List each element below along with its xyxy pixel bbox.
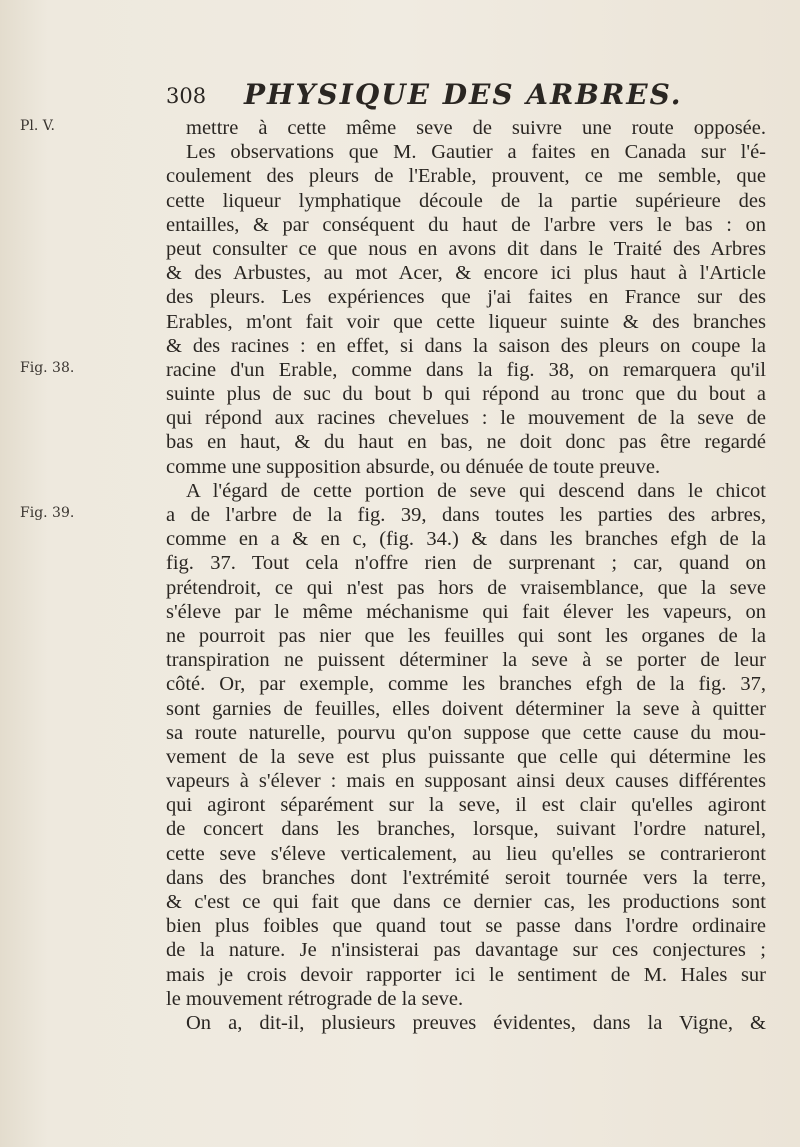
text-line: vapeurs à s'élever : mais en supposant ainsi deux causes différentes	[166, 770, 766, 793]
page-header	[166, 78, 766, 118]
page-number: 308	[166, 84, 207, 108]
text-line: sont garnies de feuilles, elles doivent déterminer la seve à quitter	[166, 697, 766, 720]
text-line: comme une supposition absurde, ou dénuée de toute preuve.	[166, 455, 661, 478]
text-line: & c'est ce qui fait que dans ce dernier cas, les productions sont	[166, 891, 766, 913]
text-line: de concert dans les branches, lorsque, suivant l'ordre naturel,	[166, 818, 766, 841]
margin-note-fig-39: Fig. 39.	[20, 505, 75, 521]
text-line: vement de la seve est plus puissante que celle qui détermine les	[166, 745, 766, 768]
text-line: des pleurs. Les expériences que j'ai faites en France sur des	[166, 286, 766, 309]
text-line: suinte plus de suc du bout b qui répond au tronc que du bout a	[166, 383, 766, 406]
running-title: PHYSIQUE DES ARBRES.	[244, 78, 683, 111]
text-line: prétendroit, ce qui n'est pas hors de vraisemblance, que la seve	[166, 576, 766, 599]
text-line: mettre à cette même seve de suivre une route opposée.	[186, 117, 766, 139]
text-line: bas en haut, & du haut en bas, ne doit donc pas être regardé	[166, 431, 766, 454]
text-line: ne pourroit pas nier que les feuilles qui sont les organes de la	[166, 624, 766, 647]
text-line: dans des branches dont l'extrémité seroit tournée vers la terre,	[166, 866, 766, 889]
text-line: transpiration ne puissent déterminer la seve à se porter de leur	[166, 649, 766, 672]
text-line: le mouvement rétrograde de la seve.	[166, 987, 464, 1010]
text-line: On a, dit-il, plusieurs preuves évidentes, dans la Vigne, &	[186, 1011, 766, 1034]
text-line: & des racines : en effet, si dans la saison des pleurs on coupe la	[166, 334, 766, 357]
margin-note-fig-38: Fig. 38.	[20, 360, 75, 376]
text-line: fig. 37. Tout cela n'offre rien de surprenant ; car, quand on	[166, 552, 766, 575]
text-line: sa route naturelle, pourvu qu'on suppose que cette cause du mou-	[166, 721, 766, 744]
text-line: cette seve s'éleve verticalement, au lieu qu'elles se contrarieront	[166, 842, 766, 865]
text-line: & des Arbustes, au mot Acer, & encore ici plus haut à l'Article	[166, 262, 766, 285]
text-line: cette liqueur lymphatique découle de la partie supérieure des	[166, 189, 766, 212]
text-line: Les observations que M. Gautier a faites en Canada sur l'é-	[186, 141, 766, 164]
body-text	[166, 116, 766, 1035]
text-line: côté. Or, par exemple, comme les branches efgh de la fig. 37,	[166, 673, 766, 696]
text-line: racine d'un Erable, comme dans la fig. 38, on remarquera qu'il	[166, 358, 766, 381]
text-line: peut consulter ce que nous en avons dit dans le Traité des Arbres	[166, 237, 766, 260]
text-line: comme en a & en c, (fig. 34.) & dans les branches efgh de la	[166, 528, 766, 551]
text-line: mais je crois devoir rapporter ici le sentiment de M. Hales sur	[166, 963, 766, 986]
text-line: bien plus foibles que quand tout se passe dans l'ordre ordinaire	[166, 915, 766, 938]
margin-note-plate: Pl. V.	[20, 118, 55, 134]
text-line: qui agiront séparément sur la seve, il est clair qu'elles agiront	[166, 794, 766, 817]
text-line: Erables, m'ont fait voir que cette liqueur suinte & des branches	[166, 310, 766, 333]
text-line: qui répond aux racines chevelues : le mouvement de la seve de	[166, 407, 766, 430]
text-line: coulement des pleurs de l'Erable, prouvent, ce me semble, que	[166, 165, 766, 188]
text-line: A l'égard de cette portion de seve qui descend dans le chicot	[186, 479, 766, 502]
text-line: de la nature. Je n'insisterai pas davantage sur ces conjectures ;	[166, 939, 766, 962]
text-line: entailles, & par conséquent du haut de l'arbre vers le bas : on	[166, 213, 766, 236]
text-line: s'éleve par le même méchanisme qui fait élever les vapeurs, on	[166, 600, 766, 623]
text-line: a de l'arbre de la fig. 39, dans toutes les parties des arbres,	[166, 504, 766, 526]
